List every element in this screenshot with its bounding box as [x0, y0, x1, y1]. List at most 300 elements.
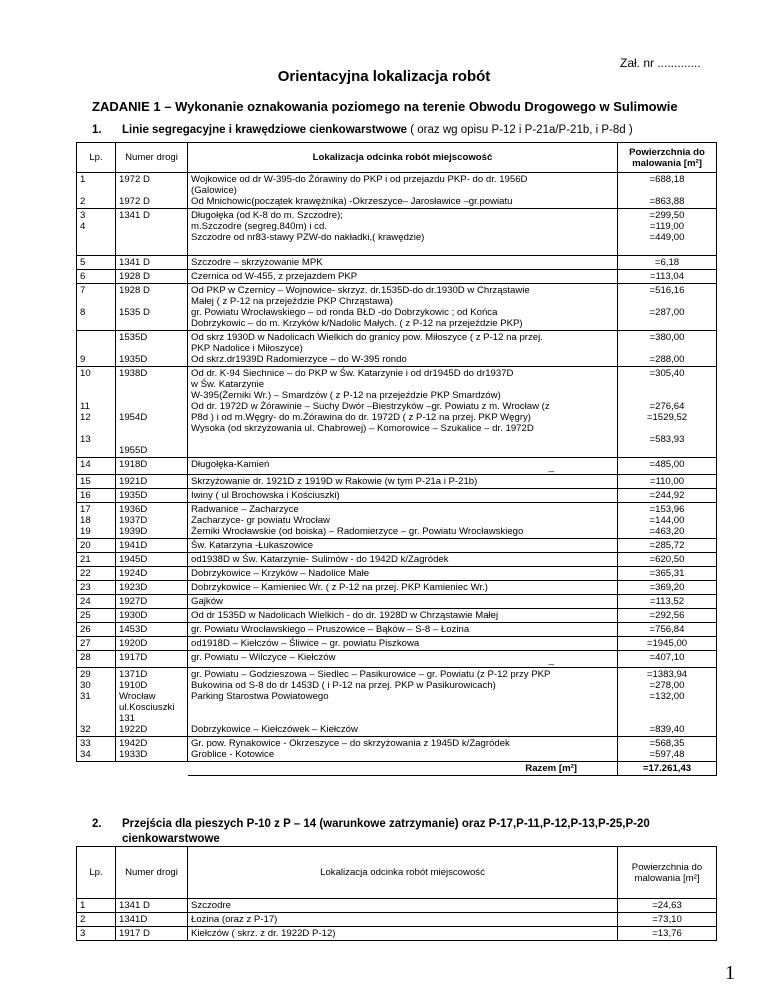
area-cell-line: =276,64 [649, 401, 685, 412]
location-cell-line: Dobrzykowice – Krzyków – Nadolice Małe [191, 568, 370, 579]
road-cell [116, 270, 188, 284]
area-cell-line: =132,00 [649, 691, 685, 702]
lp-cell-line [80, 423, 112, 434]
location-cell-line: Od Mnichowic(początek krawężnika) -Okrzeszyce– Jarosławice –gr.powiatu [191, 196, 513, 207]
location-cell-line: Dobrzykowic – do m. Krzyków k/Nadolic Małych. ( z P-12 na przejeździe PKP) [191, 318, 523, 329]
location-cell [188, 553, 618, 567]
road-cell [116, 637, 188, 651]
road-cell-line: 1933D [119, 749, 148, 760]
road-cell [116, 209, 188, 256]
location-cell-line: w Św. Katarzynie [191, 379, 265, 390]
area-cell-line: =305,40 [649, 368, 685, 379]
location-cell-line: Gajków [191, 596, 223, 607]
area-cell [618, 367, 717, 458]
lp-cell [77, 270, 116, 284]
lp-cell-line: 13 [80, 434, 91, 445]
road-cell-line: 1920D [119, 638, 148, 649]
lp-cell-line: 25 [80, 610, 91, 621]
location-cell [188, 173, 618, 209]
area-cell-line: =113,04 [649, 271, 685, 282]
location-cell [188, 595, 618, 609]
area-cell [618, 567, 717, 581]
total-value: =17.261,43 [618, 762, 717, 776]
col2-header-road: Numer drogi [116, 847, 188, 899]
table-crossings [76, 846, 717, 941]
location-cell [188, 609, 618, 623]
area-cell-line [621, 702, 713, 713]
col2-header-area: Powierzchnia do malowania [m²] [618, 847, 717, 899]
area-cell [618, 637, 717, 651]
location-cell [188, 581, 618, 595]
road-cell-line: 1972 D [119, 196, 150, 207]
location-cell [188, 539, 618, 553]
location-cell-line: Dobrzykowice – Kiełczówek – Kiełczów [191, 724, 358, 735]
road-cell-line: 1927D [119, 596, 148, 607]
road-cell [116, 173, 188, 209]
location-cell-line: (Galowice) [191, 185, 237, 196]
lp-cell [77, 668, 116, 737]
area-cell-line [621, 390, 713, 401]
location-cell [188, 270, 618, 284]
location-cell [188, 651, 618, 668]
location-cell: Kiełczów ( skrz. z dr. 1922D P-12) [188, 927, 618, 941]
location-cell-line: Św. Katarzyna -Łukaszowice [191, 540, 314, 551]
road-cell-line [119, 296, 184, 307]
area-cell: =73,10 [618, 913, 717, 927]
lp-cell-line: 4 [80, 221, 86, 232]
location-cell-line: Małej ( z P-12 na przejeździe PKP Chrząstawa) [191, 296, 393, 307]
lp-cell-line: 27 [80, 638, 91, 649]
road-cell-line [119, 221, 184, 232]
road-cell [116, 581, 188, 595]
location-cell-line: Długołęka (od K-8 do m. Szczodre); [191, 210, 343, 221]
area-cell-line [621, 423, 713, 434]
col2-header-lp: Lp. [77, 847, 116, 899]
page-number: 1 [725, 962, 735, 984]
area-cell [618, 737, 717, 762]
lp-cell [77, 581, 116, 595]
section-2-heading [92, 817, 732, 847]
location-cell [188, 567, 618, 581]
col-header-lp: Lp. [77, 143, 116, 173]
location-cell [188, 623, 618, 637]
lp-cell [77, 651, 116, 668]
lp-cell-line [80, 390, 112, 401]
road-cell-line: 1341 D [119, 257, 150, 268]
area-cell-line: =597,48 [649, 749, 685, 760]
road-cell [116, 503, 188, 539]
location-cell-line: Od dr. K-94 Siechnice – do PKP w Św. Katarzynie i od dr1945D do dr1937D [191, 368, 514, 379]
area-cell-line [621, 379, 713, 390]
location-cell-line: m.Szczodre (segreg.840m) i cd. [191, 221, 327, 232]
road-cell: 1917 D [116, 927, 188, 941]
area-cell-line: =583,93 [649, 434, 685, 445]
location-cell [188, 458, 618, 475]
lp-cell-line: 18 [80, 515, 91, 526]
location-cell-line: PKP Nadolice i Miłoszyce) [191, 343, 303, 354]
location-cell-line: Zacharzyce- gr powiatu Wrocław [191, 515, 330, 526]
lp-cell-line [80, 185, 112, 196]
area-cell-line: =299,50 [649, 210, 685, 221]
area-cell [618, 270, 717, 284]
attachment-number: Zał. nr ............. [620, 56, 701, 70]
col-header-area [618, 143, 717, 173]
lp-cell-line: 16 [80, 490, 91, 501]
location-cell-line: od1938D w Św. Katarzynie- Sulimów - do 1942D k/Zagródek [191, 554, 449, 565]
table-row [77, 668, 717, 737]
road-cell [116, 539, 188, 553]
area-cell [618, 651, 717, 668]
table-row [77, 489, 717, 503]
section-1-title: Linie segregacyjne i krawędziowe cienkowarstwowe [122, 124, 408, 136]
area-cell [618, 475, 717, 489]
road-cell-line: 1924D [119, 568, 148, 579]
table-row [77, 503, 717, 539]
location-cell [188, 668, 618, 737]
table-row [77, 458, 717, 475]
task-heading: ZADANIE 1 – Wykonanie oznakowania poziomego na terenie Obwodu Drogowego w Sulimowie [92, 99, 678, 114]
area-cell-line: =113,52 [649, 596, 685, 607]
lp-cell-line: 29 [80, 669, 91, 680]
area-cell-line: =285,72 [649, 540, 685, 551]
lp-cell [77, 209, 116, 256]
area-cell [618, 256, 717, 270]
col-header-location: Lokalizacja odcinka robót miejscowość [188, 143, 618, 173]
road-cell-line: 1936D [119, 504, 148, 515]
road-cell [116, 567, 188, 581]
road-cell: 1341D [116, 913, 188, 927]
area-cell-line [621, 343, 713, 354]
table-row [77, 595, 717, 609]
road-cell-line: 1453D [119, 624, 148, 635]
area-cell-line: =380,00 [649, 332, 685, 343]
road-cell-line: Wrocław [119, 691, 156, 702]
lp-cell-line: 17 [80, 504, 91, 515]
area-cell-line: =292,56 [649, 610, 685, 621]
lp-cell-line: 32 [80, 724, 91, 735]
road-cell-line: 1928 D [119, 285, 150, 296]
area-cell [618, 503, 717, 539]
area-cell [618, 458, 717, 475]
lp-cell-line: 21 [80, 554, 91, 565]
road-cell [116, 284, 188, 331]
dash-mark: _ [548, 462, 554, 473]
area-cell [618, 284, 717, 331]
road-cell [116, 367, 188, 458]
location-cell: Szczodre [188, 899, 618, 913]
area-cell [618, 489, 717, 503]
road-cell [116, 256, 188, 270]
table-row [77, 367, 717, 458]
col-header-area-text: Powierzchnia do malowania [m²] [629, 146, 705, 169]
table-row [77, 927, 717, 941]
lp-cell: 2 [77, 913, 116, 927]
location-cell-line: W-395(Żerniki Wr.) – Smardzów ( z P-12 na przejeździe PKP Smardzów) [191, 390, 501, 401]
road-cell-line [119, 232, 184, 243]
lp-cell-line: 24 [80, 596, 91, 607]
location-cell-line: Radwanice – Zacharzyce [191, 504, 299, 515]
road-cell [116, 651, 188, 668]
col2-header-location: Lokalizacja odcinka robót miejscowość [188, 847, 618, 899]
lp-cell: 3 [77, 927, 116, 941]
lp-cell [77, 489, 116, 503]
lp-cell-line [80, 296, 112, 307]
area-cell-line: =1383,94 [646, 669, 688, 680]
area-cell: =13,76 [618, 927, 717, 941]
road-cell [116, 553, 188, 567]
location-cell-line: Długołęka-Kamień [191, 459, 270, 470]
area-cell-line: =288,00 [649, 354, 685, 365]
location-cell-line: Czernica od W-455, z przejazdem PKP [191, 271, 358, 282]
road-cell-line: 1341 D [119, 210, 150, 221]
location-cell-line: Od skrz 1930D w Nadolicach Wielkich do granicy pow. Miłoszyce ( z P-12 na przej. [191, 332, 543, 343]
lp-cell [77, 609, 116, 623]
area-cell-line: =485,00 [649, 459, 685, 470]
location-cell-line: Gr. pow. Rynakowice - Okrzeszyce – do skrzyżowania z 1945D k/Zagródek [191, 738, 510, 749]
road-cell [116, 609, 188, 623]
table-row [77, 567, 717, 581]
area-cell-line: =144,00 [649, 515, 685, 526]
location-cell-line: Od dr 1535D w Nadolicach Wielkich - do dr. 1928D w Chrząstawie Małej [191, 610, 499, 621]
location-cell-line: Groblice - Kotowice [191, 749, 275, 760]
road-cell-line: 1928 D [119, 271, 150, 282]
road-cell-line: 1972 D [119, 174, 150, 185]
road-cell [116, 475, 188, 489]
location-cell-line [191, 713, 614, 724]
area-cell [618, 595, 717, 609]
area-cell-line: =449,00 [649, 232, 685, 243]
location-cell-line: Od dr. 1972D w Żórawinie – Suchy Dwór –Biestrzyków –gr. Powiatu z m. Wrocław (z [191, 401, 550, 412]
location-cell [188, 367, 618, 458]
road-cell-line: 1935D [119, 490, 148, 501]
lp-cell [77, 737, 116, 762]
location-cell-line: Szczodre – skrzyżowanie MPK [191, 257, 323, 268]
lp-cell-line [80, 343, 112, 354]
lp-cell-line: 15 [80, 476, 91, 487]
area-cell [618, 209, 717, 256]
location-cell-line: gr. Powiatu – Wilczyce – Kiełczów [191, 652, 336, 663]
section-1-number: 1. [92, 124, 102, 136]
road-cell-line: 1918D [119, 459, 148, 470]
location-cell-line: Szczodre od nr83-stawy PZW-do nakładki,( krawędzie) [191, 232, 425, 243]
lp-cell-line: 28 [80, 652, 91, 663]
location-cell-line: gr. Powiatu Wrocławskiego – od ronda BŁD -do Dobrzykowic ; od Końca [191, 307, 498, 318]
area-cell-line: =516,16 [649, 285, 685, 296]
road-cell [116, 623, 188, 637]
road-cell-line: ul.Kosciuszki [119, 702, 175, 713]
area-cell-line: =863,88 [649, 196, 685, 207]
lp-cell-line: 26 [80, 624, 91, 635]
area-cell-line: =244,92 [649, 490, 685, 501]
location-cell-line: Iwiny ( ul Brochowska i Kościuszki) [191, 490, 340, 501]
location-cell-line: Dobrzykowice – Kamieniec Wr. ( z P-12 na przej. PKP Kamieniec Wr.) [191, 582, 488, 593]
lp-cell-line: 34 [80, 749, 91, 760]
location-cell [188, 489, 618, 503]
road-cell-line [119, 379, 184, 390]
table-row [77, 737, 717, 762]
lp-cell-line [80, 243, 112, 254]
road-cell-line [119, 423, 184, 434]
area-cell-line [621, 185, 713, 196]
table-row [77, 270, 717, 284]
lp-cell [77, 595, 116, 609]
road-cell [116, 737, 188, 762]
area-cell [618, 553, 717, 567]
road-cell-line: 1535D [119, 332, 148, 343]
lp-cell [77, 331, 116, 367]
location-cell [188, 737, 618, 762]
area-cell-line: =463,20 [649, 526, 685, 537]
lp-cell [77, 475, 116, 489]
area-cell-line: =6,18 [654, 257, 680, 268]
location-cell-line: Żerniki Wrocławskie (od boiska) – Radomierzyce – gr. Powiatu Wrocławskiego [191, 526, 524, 537]
section-1-note: ( oraz wg opisu P-12 i P-21a/P-21b, i P-8d ) [410, 124, 633, 136]
total-row [77, 762, 717, 776]
location-cell [188, 475, 618, 489]
lp-cell [77, 553, 116, 567]
table-row [77, 637, 717, 651]
table-row [77, 623, 717, 637]
table-row [77, 256, 717, 270]
road-cell-line: 1921D [119, 476, 148, 487]
location-cell-line: Wysoka (od skrzyżowania ul. Chabrowej) – Komorowice – Szukalice – dr. 1972D [191, 423, 534, 434]
road-cell-line: 1942D [119, 738, 148, 749]
area-cell-line: =369,20 [649, 582, 685, 593]
road-cell-line: 1930D [119, 610, 148, 621]
table-row [77, 581, 717, 595]
lp-cell-line: 12 [80, 412, 91, 423]
location-cell [188, 637, 618, 651]
lp-cell-line [80, 702, 112, 713]
road-cell-line: 1922D [119, 724, 148, 735]
table-lines-body [77, 173, 717, 776]
road-cell: 1341 D [116, 899, 188, 913]
location-cell-line [191, 702, 614, 713]
road-cell [116, 668, 188, 737]
road-cell-line: 1535 D [119, 307, 150, 318]
lp-cell-line: 11 [80, 401, 90, 412]
area-cell-line: =756,84 [649, 624, 685, 635]
location-cell-line: Od PKP w Czernicy – Wojnowice- skrzyz. dr.1535D-do dr.1930D w Chrząstawie [191, 285, 530, 296]
lp-cell [77, 503, 116, 539]
road-cell [116, 458, 188, 475]
road-cell-line: 1910D [119, 680, 148, 691]
area-cell [618, 623, 717, 637]
road-cell-line: 1935D [119, 354, 148, 365]
road-cell-line [119, 185, 184, 196]
road-cell-line: 1939D [119, 526, 148, 537]
location-cell-line: Bukowina od S-8 do dr 1453D ( i P-12 na przej. PKP w Pasikurowicach) [191, 680, 496, 691]
lp-cell-line: 19 [80, 526, 91, 537]
lp-cell-line: 22 [80, 568, 91, 579]
location-cell-line: gr. Powiatu Wrocławskiego – Pruszowice – Bąków – S-8 – Łozina [191, 624, 470, 635]
area-cell-line: =287,00 [649, 307, 685, 318]
lp-cell-line [80, 379, 112, 390]
section-2-title-line1: Przejścia dla pieszych P-10 z P – 14 (warunkowe zatrzymanie) oraz P-17,P-11,P-12,P-13,P-25,P-20 [122, 818, 650, 830]
road-cell-line: 1371D [119, 669, 148, 680]
area-cell-line: =839,40 [649, 724, 685, 735]
area-cell-line: =110,00 [649, 476, 685, 487]
area-cell-line [621, 296, 713, 307]
road-cell-line: 1955D [119, 445, 148, 456]
location-cell-line: Wojkowice od dr W-395-do Żórawiny do PKP i od przejazdu PKP- do dr. 1956D [191, 174, 528, 185]
lp-cell [77, 367, 116, 458]
area-cell-line: =278,00 [649, 680, 685, 691]
lp-cell-line: 14 [80, 459, 91, 470]
lp-cell-line [80, 332, 112, 343]
road-cell [116, 489, 188, 503]
area-cell: =24,63 [618, 899, 717, 913]
area-cell-line: =1945,00 [646, 638, 688, 649]
road-cell-line [119, 343, 184, 354]
road-cell-line: 1923D [119, 582, 148, 593]
lp-cell-line: 23 [80, 582, 91, 593]
lp-cell-line: 31 [80, 691, 91, 702]
area-cell-line: =407,10 [649, 652, 685, 663]
area-cell [618, 331, 717, 367]
lp-cell-line: 7 [80, 285, 86, 296]
lp-cell-line: 6 [80, 271, 86, 282]
section-2-number: 2. [92, 818, 102, 830]
lp-cell [77, 567, 116, 581]
area-cell [618, 539, 717, 553]
area-cell [618, 581, 717, 595]
col-header-road: Numer drogi [116, 143, 188, 173]
lp-cell [77, 539, 116, 553]
location-cell [188, 209, 618, 256]
lp-cell-line [80, 713, 112, 724]
lp-cell-line: 10 [80, 368, 91, 379]
area-cell [618, 609, 717, 623]
road-cell-line: 1917D [119, 652, 148, 663]
lp-cell [77, 458, 116, 475]
road-cell-line [119, 390, 184, 401]
road-cell-line: 1954D [119, 412, 148, 423]
road-cell-line: 1938D [119, 368, 148, 379]
area-cell-line [621, 713, 713, 724]
lp-cell-line: 5 [80, 257, 86, 268]
section-2-title-line2: cienkowarstwowe [122, 833, 220, 845]
lp-cell-line: 8 [80, 307, 86, 318]
section-1-heading [92, 124, 633, 136]
page-title: Orientacyjna lokalizacja robót [277, 68, 491, 85]
area-cell-line: =620,50 [649, 554, 685, 565]
location-cell-line: P8d ) i od m.Węgry- do m.Żórawina do dr. 1972D ( z P-12 na przej. PKP Węgry) [191, 412, 532, 423]
area-cell-line: =365,31 [649, 568, 685, 579]
lp-cell-line [80, 232, 112, 243]
area-cell-line: =1529,52 [646, 412, 688, 423]
road-cell-line: 1945D [119, 554, 148, 565]
location-cell-line: od1918D – Kiełczów – Śliwice – gr. powiatu Piszkowa [191, 638, 420, 649]
table-row [77, 553, 717, 567]
table-row [77, 331, 717, 367]
area-cell-line: =153,96 [649, 504, 685, 515]
road-cell-line: 1941D [119, 540, 148, 551]
location-cell [188, 284, 618, 331]
location-cell [188, 331, 618, 367]
location-cell-line: Od skrz.dr1939D Radomierzyce – do W-395 rondo [191, 354, 407, 365]
road-cell [116, 331, 188, 367]
area-cell-line: =568,35 [649, 738, 685, 749]
lp-cell [77, 623, 116, 637]
area-cell [618, 173, 717, 209]
table-row [77, 173, 717, 209]
road-cell-line [119, 401, 184, 412]
table-row [77, 609, 717, 623]
road-cell-line [119, 243, 184, 254]
area-cell-line: =688,18 [649, 174, 685, 185]
dash-mark: _ [548, 655, 554, 666]
